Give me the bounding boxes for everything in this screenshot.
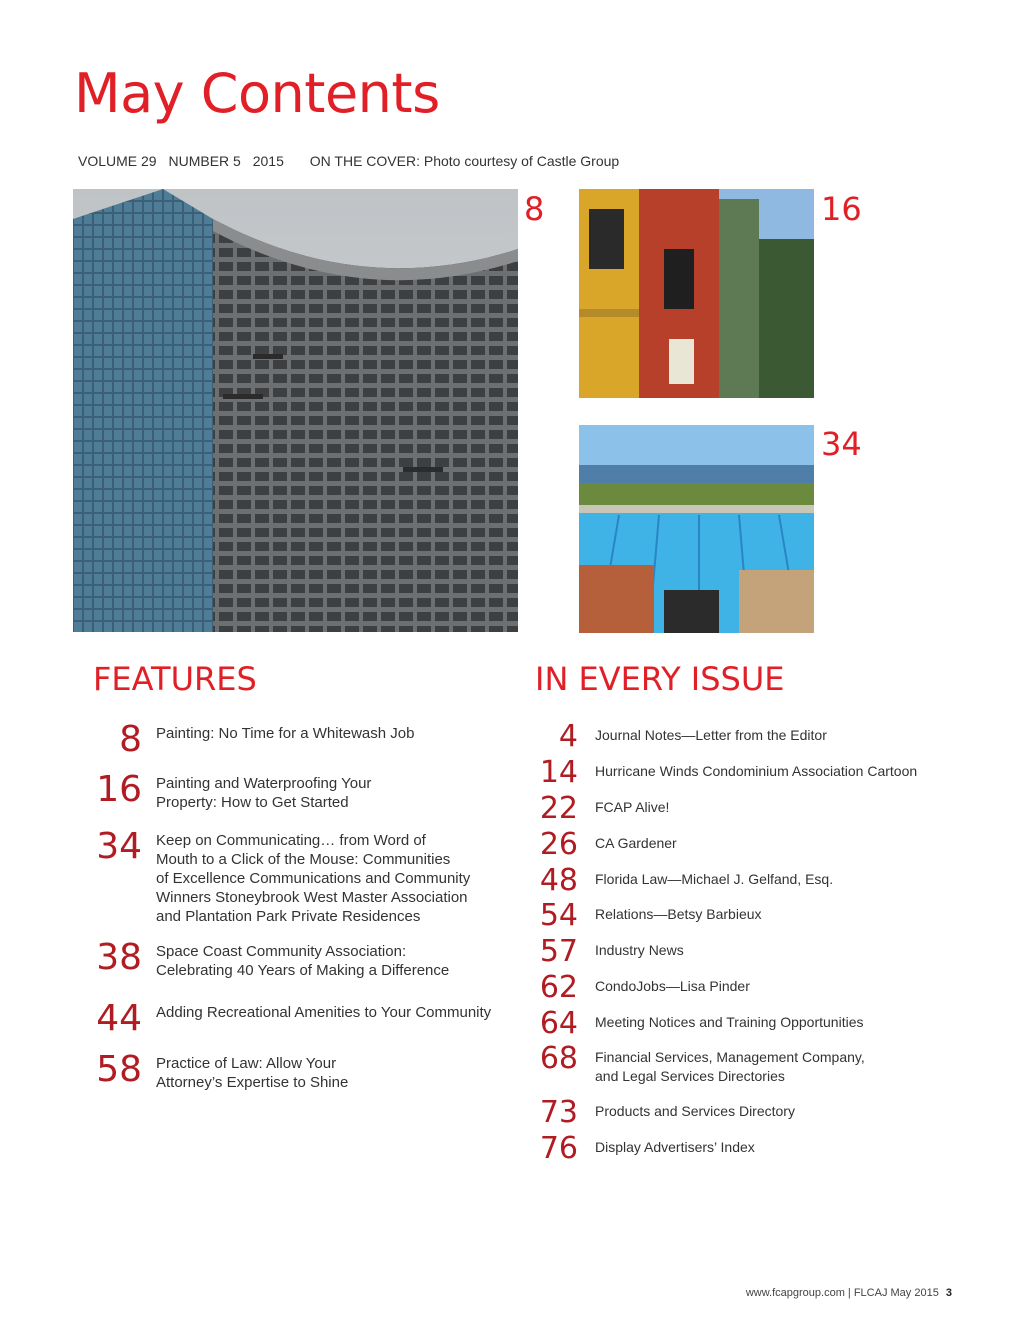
toc-title-line: Winners Stoneybrook West Master Association <box>156 889 468 906</box>
toc-title <box>595 973 750 1003</box>
number-label: NUMBER 5 <box>168 153 241 169</box>
toc-title-line: Practice of Law: Allow Your <box>156 1055 337 1072</box>
toc-title-line: Keep on Communicating… from Word of <box>156 832 426 849</box>
toc-page-number: 22 <box>539 791 578 826</box>
toc-entry <box>90 769 510 812</box>
page-title: May Contents <box>74 62 440 125</box>
toc-title-line: Products and Services Directory <box>595 1103 795 1119</box>
toc-title-line: Painting: No Time for a Whitewash Job <box>156 725 415 742</box>
volume-label: VOLUME 29 <box>78 153 157 169</box>
toc-title-line: Celebrating 40 Years of Making a Difference <box>156 962 450 979</box>
toc-title-line: Space Coast Community Association: <box>156 943 407 960</box>
toc-page-number: 8 <box>119 719 142 760</box>
toc-title-line: Florida Law—Michael J. Gelfand, Esq. <box>595 871 834 887</box>
toc-page-number: 34 <box>96 826 142 867</box>
toc-page-number: 38 <box>96 937 142 978</box>
toc-entry <box>535 863 955 898</box>
toc-title <box>595 722 827 752</box>
toc-title <box>156 772 371 812</box>
toc-title-line: Display Advertisers’ Index <box>595 1139 755 1155</box>
footer-text: www.fcapgroup.com | FLCAJ May 2015 <box>745 1287 939 1299</box>
issue-meta <box>78 153 627 169</box>
toc-page-number: 76 <box>539 1131 578 1166</box>
toc-title-line: of Excellence Communications and Community <box>156 870 471 887</box>
toc-entry <box>535 934 955 969</box>
toc-title <box>595 1098 795 1128</box>
toc-title-line: FCAP Alive! <box>595 799 670 815</box>
toc-entry <box>535 1006 955 1041</box>
toc-title <box>595 794 669 824</box>
toc-entry <box>535 791 955 826</box>
toc-title-line: Attorney’s Expertise to Shine <box>156 1074 349 1091</box>
toc-entry <box>535 1131 955 1166</box>
toc-entry <box>535 719 955 754</box>
toc-title-line: Adding Recreational Amenities to Your Community <box>156 1004 492 1021</box>
toc-title-line: and Legal Services Directories <box>595 1068 785 1084</box>
toc-title <box>595 758 917 788</box>
year-label: 2015 <box>252 153 284 169</box>
photo-page-label: 8 <box>524 190 545 228</box>
toc-entry <box>535 1041 955 1086</box>
toc-title <box>595 1044 865 1086</box>
toc-entry <box>90 719 510 760</box>
toc-title <box>156 1052 348 1092</box>
toc-title-line: Relations—Betsy Barbieux <box>595 906 762 922</box>
toc-title-line: CA Gardener <box>595 835 677 851</box>
toc-title-line: CondoJobs—Lisa Pinder <box>595 978 750 994</box>
toc-entry <box>90 826 510 926</box>
toc-title <box>595 866 833 896</box>
toc-title <box>595 1134 755 1164</box>
toc-title <box>156 1001 491 1037</box>
toc-title-line: Financial Services, Management Company, <box>595 1049 865 1065</box>
toc-title-line: and Plantation Park Private Residences <box>156 908 421 925</box>
toc-title <box>595 901 762 931</box>
toc-page-number: 44 <box>96 998 142 1039</box>
colorful-building-facade-photo <box>579 189 814 398</box>
toc-page-number: 48 <box>539 863 578 898</box>
toc-page-number: 54 <box>539 898 578 933</box>
toc-title <box>156 829 470 926</box>
toc-page-number: 26 <box>539 827 578 862</box>
toc-page-number: 58 <box>96 1049 142 1090</box>
toc-title <box>156 722 414 758</box>
toc-entry <box>535 827 955 862</box>
toc-page-number: 16 <box>96 769 142 810</box>
toc-page-number: 62 <box>539 970 578 1005</box>
toc-entry <box>535 755 955 790</box>
features-heading: FEATURES <box>93 660 257 698</box>
toc-entry <box>535 970 955 1005</box>
toc-page-number: 57 <box>539 934 578 969</box>
swimming-pool-photo <box>579 425 814 633</box>
toc-title-line: Hurricane Winds Condominium Association Cartoon <box>595 763 918 779</box>
toc-entry <box>535 898 955 933</box>
toc-page-number: 73 <box>539 1095 578 1130</box>
toc-title-line: Industry News <box>595 942 684 958</box>
cover-credit: ON THE COVER: Photo courtesy of Castle Group <box>309 153 620 169</box>
toc-title-line: Painting and Waterproofing Your <box>156 775 372 792</box>
toc-entry <box>90 998 510 1039</box>
issue-heading: IN EVERY ISSUE <box>535 660 785 698</box>
photo-page-label: 34 <box>821 425 862 463</box>
toc-title-line: Journal Notes—Letter from the Editor <box>595 727 827 743</box>
photo-page-label: 16 <box>821 190 862 228</box>
toc-entry <box>90 1049 510 1092</box>
toc-page-number: 14 <box>539 755 578 790</box>
page-footer <box>746 1287 952 1299</box>
toc-page-number: 4 <box>558 719 578 754</box>
toc-title <box>156 940 449 980</box>
high-rise-building-photo <box>73 189 518 632</box>
toc-title <box>595 830 677 860</box>
toc-title-line: Meeting Notices and Training Opportunities <box>595 1014 864 1030</box>
toc-title <box>595 937 684 967</box>
toc-page-number: 64 <box>539 1006 578 1041</box>
toc-page-number: 68 <box>539 1041 578 1076</box>
toc-title-line: Mouth to a Click of the Mouse: Communities <box>156 851 451 868</box>
page-number: 3 <box>945 1287 952 1299</box>
toc-title-line: Property: How to Get Started <box>156 794 349 811</box>
toc-entry <box>535 1095 955 1130</box>
toc-entry <box>90 937 510 980</box>
toc-title <box>595 1009 863 1039</box>
